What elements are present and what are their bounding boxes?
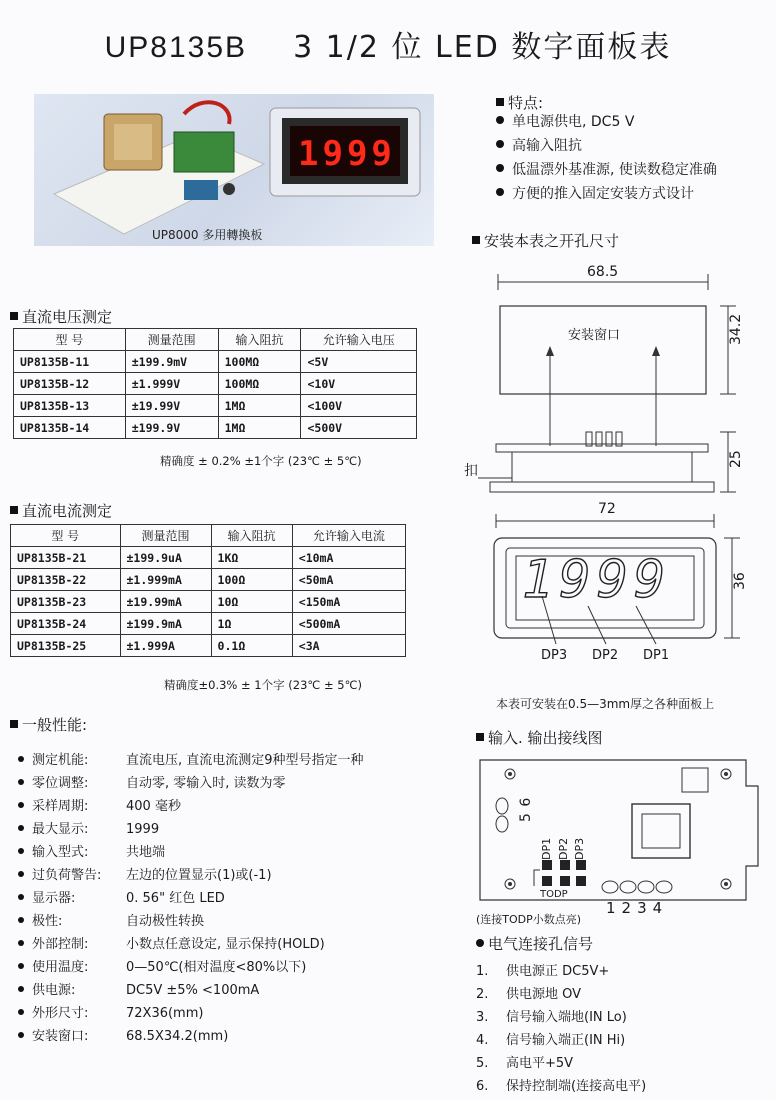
- table-row: UP8135B-22 ±1.999mA 100Ω <50mA: [11, 569, 406, 591]
- column-header: 测量范围: [120, 525, 211, 547]
- front-digits: 1999: [522, 550, 672, 610]
- table-row: UP8135B-21 ±199.9uA 1KΩ <10mA: [11, 547, 406, 569]
- bullet-icon: [18, 894, 24, 900]
- spec-item: 零位调整: 自动零, 零输入时, 读数为零: [18, 772, 286, 794]
- spec-item: 输入型式: 共地端: [18, 841, 165, 863]
- wiring-dp2-label: DP2: [557, 837, 570, 860]
- bullet-icon: [18, 848, 24, 854]
- bullet-icon: [496, 188, 504, 196]
- table-row: UP8135B-24 ±199.9mA 1Ω <500mA: [11, 613, 406, 635]
- product-photo: [34, 94, 434, 246]
- features-list: [496, 110, 717, 206]
- signal-item: 2. 供电源地 OV: [476, 987, 582, 1002]
- spec-item: 安装窗口: 68.5X34.2(mm): [18, 1025, 228, 1047]
- dcv-accuracy: 精确度 ± 0.2% ±1个字 (23℃ ± 5℃): [160, 454, 362, 468]
- front-width-label: 72: [598, 501, 616, 517]
- spec-item: 采样周期: 400 毫秒: [18, 795, 181, 817]
- clip-label: 扣: [464, 463, 478, 479]
- table-row: UP8135B-23 ±19.99mA 10Ω <150mA: [11, 591, 406, 613]
- bullet-icon: [18, 779, 24, 785]
- table-header-row: [14, 329, 417, 351]
- mount-note: 本表可安装在0.5—3mm厚之各种面板上: [496, 697, 715, 711]
- table-row: UP8135B-14 ±199.9V 1MΩ <500V: [14, 417, 417, 439]
- dca-header: 直流电流测定: [10, 500, 112, 521]
- bullet-icon: [496, 164, 504, 172]
- column-header: 输入阻抗: [218, 329, 301, 351]
- spec-item: 测定机能: 直流电压, 直流电流测定9种型号指定一种: [18, 749, 364, 771]
- table-row: UP8135B-12 ±1.999V 100MΩ <10V: [14, 373, 417, 395]
- dp1-label: DP1: [643, 648, 670, 663]
- table-row: UP8135B-11 ±199.9mV 100MΩ <5V: [14, 351, 417, 373]
- square-bullet-icon: [496, 98, 504, 106]
- front-height-label: 36: [732, 572, 748, 590]
- cutout-height-label: 34.2: [728, 313, 744, 345]
- todp-note: (连接TODP小数点亮): [476, 913, 582, 926]
- spec-item: 过负荷警告: 左边的位置显示(1)或(-1): [18, 864, 272, 886]
- signal-item: 4. 信号输入端正(IN Hi): [476, 1033, 626, 1048]
- signal-item: 1. 供电源正 DC5V+: [476, 964, 610, 979]
- table-row: UP8135B-25 ±1.999A 0.1Ω <3A: [11, 635, 406, 657]
- wiring-dp1-label: DP1: [540, 837, 553, 860]
- bullet-icon: [18, 802, 24, 808]
- signal-item: 5. 高电平+5V: [476, 1056, 574, 1071]
- wiring-board-drawing: [476, 756, 766, 906]
- spec-item: 极性: 自动极性转换: [18, 910, 204, 932]
- bullet-icon: [18, 871, 24, 877]
- bullet-icon: [496, 116, 504, 124]
- table-row: UP8135B-13 ±19.99V 1MΩ <100V: [14, 395, 417, 417]
- photo-caption: UP8000 多用轉換板: [152, 228, 263, 242]
- features-header: 特点:: [496, 92, 543, 113]
- cutout-header: 安装本表之开孔尺寸: [472, 230, 619, 251]
- todp-label: TODP: [540, 889, 568, 900]
- cutout-drawing: [456, 256, 756, 696]
- dp2-label: DP2: [592, 648, 619, 663]
- wiring-dp3-label: DP3: [573, 837, 586, 860]
- spec-item: 最大显示: 1999: [18, 818, 159, 840]
- depth-label: 25: [728, 450, 744, 468]
- spec-item: 外部控制: 小数点任意设定, 显示保持(HOLD): [18, 933, 325, 955]
- signals-header: 电气连接孔信号: [476, 933, 593, 954]
- bullet-icon: [18, 1032, 24, 1038]
- bullet-icon: [18, 963, 24, 969]
- spec-item: 供电源: DC5V ±5% <100mA: [18, 979, 259, 1001]
- square-bullet-icon: [476, 733, 484, 741]
- signal-item: 3. 信号输入端地(IN Lo): [476, 1010, 627, 1025]
- table-header-row: [11, 525, 406, 547]
- bullet-icon: [18, 986, 24, 992]
- wiring-header: 输入. 输出接线图: [476, 727, 603, 748]
- column-header: 测量范围: [125, 329, 218, 351]
- pins-56-label: 5 6: [518, 796, 534, 822]
- bullet-icon: [476, 939, 484, 947]
- product-name: 3 1/2 位 LED 数字面板表: [293, 30, 672, 65]
- feature-item: 高输入阻抗: [496, 134, 717, 158]
- square-bullet-icon: [10, 506, 18, 514]
- column-header: 输入阻抗: [211, 525, 292, 547]
- column-header: 型 号: [14, 329, 126, 351]
- feature-item: 低温漂外基准源, 使读数稳定准确: [496, 158, 717, 182]
- bullet-icon: [18, 1009, 24, 1015]
- square-bullet-icon: [472, 236, 480, 244]
- square-bullet-icon: [10, 312, 18, 320]
- model-number: UP8135B: [104, 31, 248, 64]
- spec-item: 外形尺寸: 72X36(mm): [18, 1002, 203, 1024]
- pins-1234-label: 1234: [606, 899, 669, 917]
- general-header: 一般性能:: [10, 714, 87, 735]
- dca-accuracy: 精确度±0.3% ± 1个字 (23℃ ± 5℃): [164, 678, 362, 692]
- bullet-icon: [18, 917, 24, 923]
- bullet-icon: [496, 140, 504, 148]
- feature-item: 单电源供电, DC5 V: [496, 110, 717, 134]
- page-title: [0, 22, 776, 66]
- spec-item: 使用温度: 0—50℃(相对温度<80%以下): [18, 956, 306, 978]
- cutout-width-label: 68.5: [587, 264, 619, 280]
- spec-item: 显示器: 0. 56" 红色 LED: [18, 887, 225, 909]
- column-header: 型 号: [11, 525, 121, 547]
- bullet-icon: [18, 756, 24, 762]
- dcv-table: [13, 328, 417, 439]
- dcv-header: 直流电压测定: [10, 306, 112, 327]
- dca-table: [10, 524, 406, 657]
- signal-item: 6. 保持控制端(连接高电平): [476, 1079, 647, 1094]
- dp3-label: DP3: [541, 648, 568, 663]
- column-header: 允许输入电流: [292, 525, 405, 547]
- feature-item: 方便的推入固定安装方式设计: [496, 182, 717, 206]
- photo-led-digits: 1999: [298, 134, 396, 174]
- bullet-icon: [18, 940, 24, 946]
- column-header: 允许输入电压: [301, 329, 417, 351]
- square-bullet-icon: [10, 720, 18, 728]
- window-label: 安装窗口: [568, 328, 621, 343]
- bullet-icon: [18, 825, 24, 831]
